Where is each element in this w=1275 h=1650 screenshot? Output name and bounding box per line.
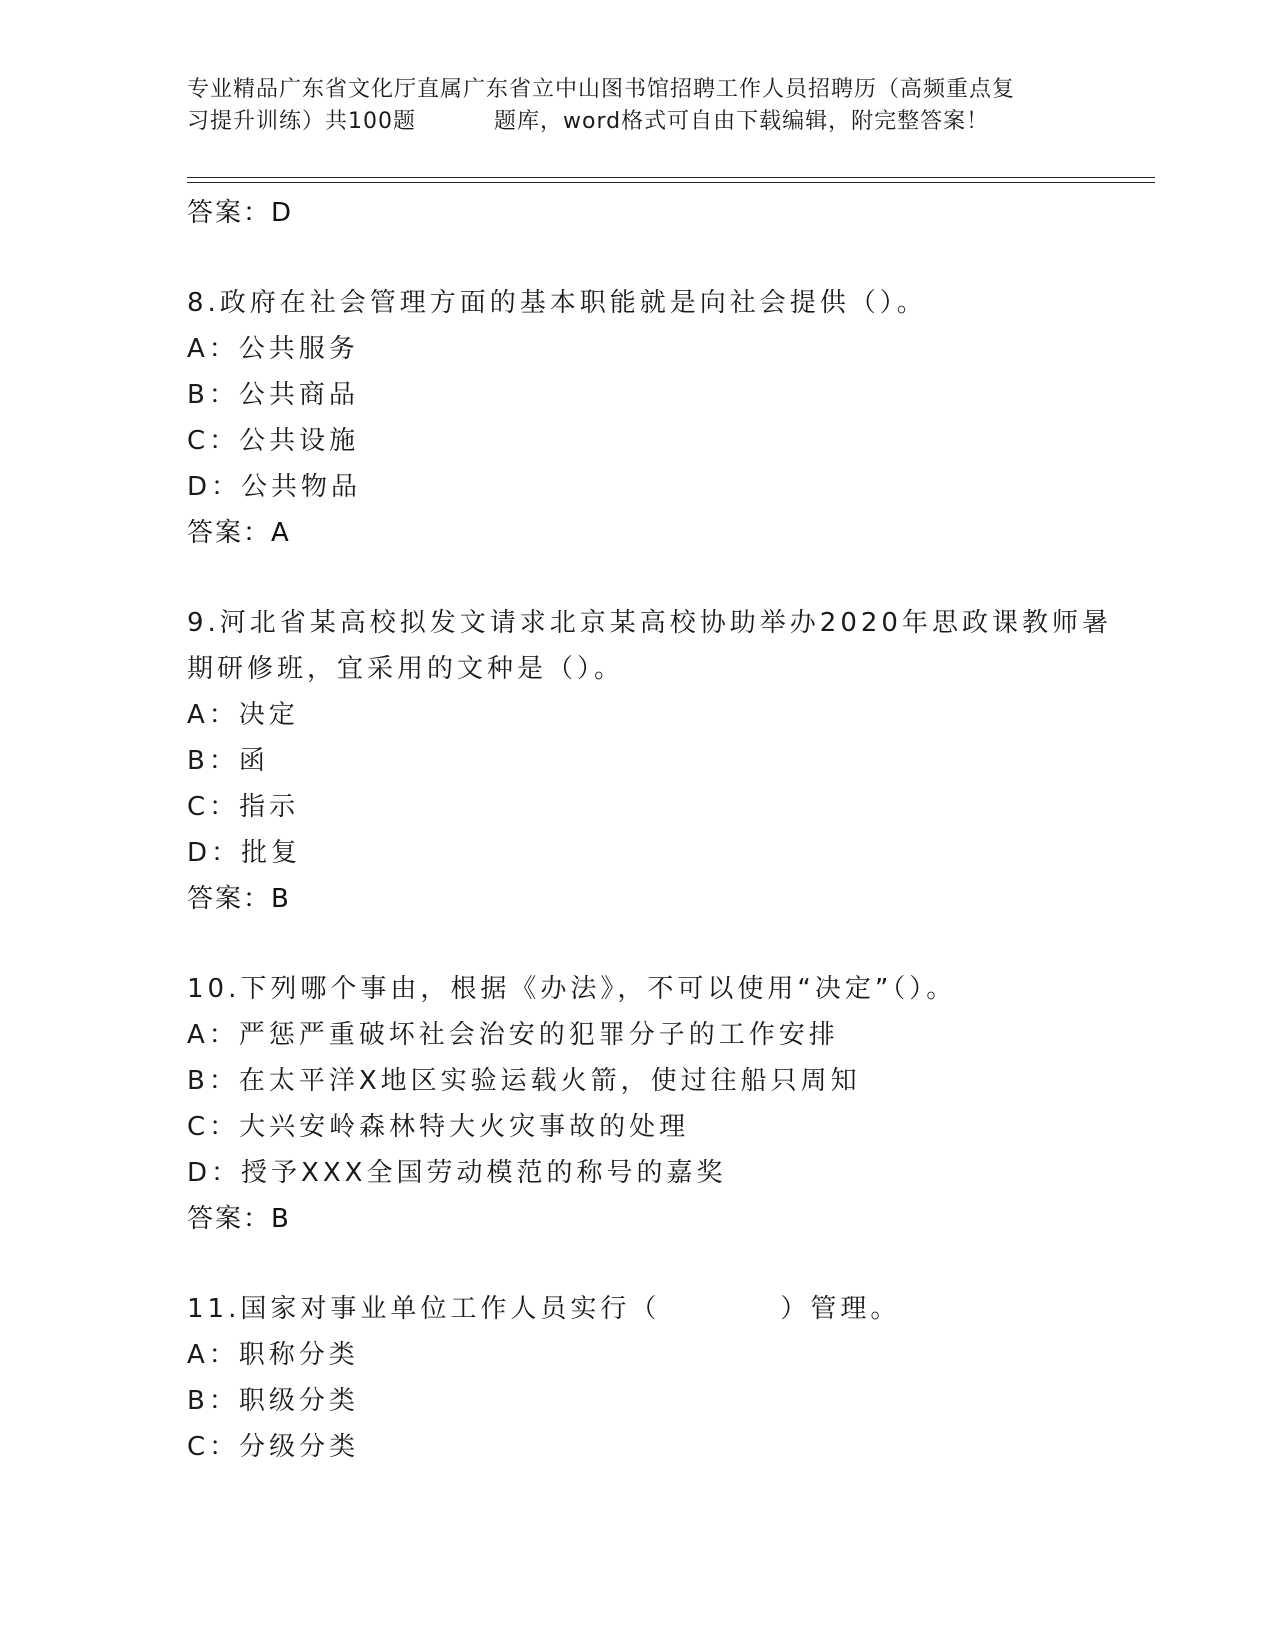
question-stem: 11.国家对事业单位工作人员实行（ ）管理。 bbox=[187, 1294, 901, 1324]
option-d: D：授予XXX全国劳动模范的称号的嘉奖 bbox=[187, 1158, 727, 1188]
question-list bbox=[187, 190, 1112, 1470]
option-c: C：指示 bbox=[187, 792, 300, 822]
option-b: B：函 bbox=[187, 746, 269, 776]
question-8 bbox=[187, 280, 1087, 556]
option-b: B：公共商品 bbox=[187, 380, 359, 410]
header-line-2-left: 习提升训练）共100题 bbox=[187, 109, 416, 134]
page-header bbox=[187, 74, 1092, 138]
option-c: C：公共设施 bbox=[187, 426, 360, 456]
option-c: C：大兴安岭森林特大火灾事故的处理 bbox=[187, 1112, 690, 1142]
header-line-1: 专业精品广东省文化厅直属广东省立中山图书馆招聘工作人员招聘历（高频重点复 bbox=[187, 77, 1016, 102]
question-9 bbox=[187, 600, 1112, 922]
header-divider-bottom bbox=[187, 182, 1155, 183]
option-a: A：决定 bbox=[187, 700, 299, 730]
question-stem-line-1: 9.河北省某高校拟发文请求北京某高校协助举办2020年思政课教师暑 bbox=[187, 608, 1112, 638]
option-d: D：公共物品 bbox=[187, 472, 362, 502]
answer-label: 答案：B bbox=[187, 884, 291, 914]
header-line-2-right: 题库，word格式可自由下载编辑，附完整答案！ bbox=[494, 109, 990, 134]
option-b: B：职级分类 bbox=[187, 1386, 359, 1416]
option-a: A：严惩严重破坏社会治安的犯罪分子的工作安排 bbox=[187, 1020, 839, 1050]
question-stem-line-2: 期研修班，宜采用的文种是（）。 bbox=[187, 654, 625, 684]
question-11 bbox=[187, 1286, 1087, 1470]
question-stem: 10.下列哪个事由，根据《办法》，不可以使用“决定”（）。 bbox=[187, 974, 957, 1004]
option-b: B：在太平洋X地区实验运载火箭，使过往船只周知 bbox=[187, 1066, 861, 1096]
header-divider-top bbox=[187, 177, 1155, 178]
question-10 bbox=[187, 966, 1087, 1242]
option-c: C：分级分类 bbox=[187, 1432, 360, 1462]
option-a: A：职称分类 bbox=[187, 1340, 359, 1370]
answer-label: 答案：A bbox=[187, 518, 291, 548]
previous-answer: 答案：D bbox=[187, 198, 294, 228]
answer-label: 答案：B bbox=[187, 1204, 291, 1234]
header-line-2 bbox=[187, 106, 1092, 138]
question-stem: 8.政府在社会管理方面的基本职能就是向社会提供（）。 bbox=[187, 288, 927, 318]
option-d: D：批复 bbox=[187, 838, 302, 868]
option-a: A：公共服务 bbox=[187, 334, 359, 364]
